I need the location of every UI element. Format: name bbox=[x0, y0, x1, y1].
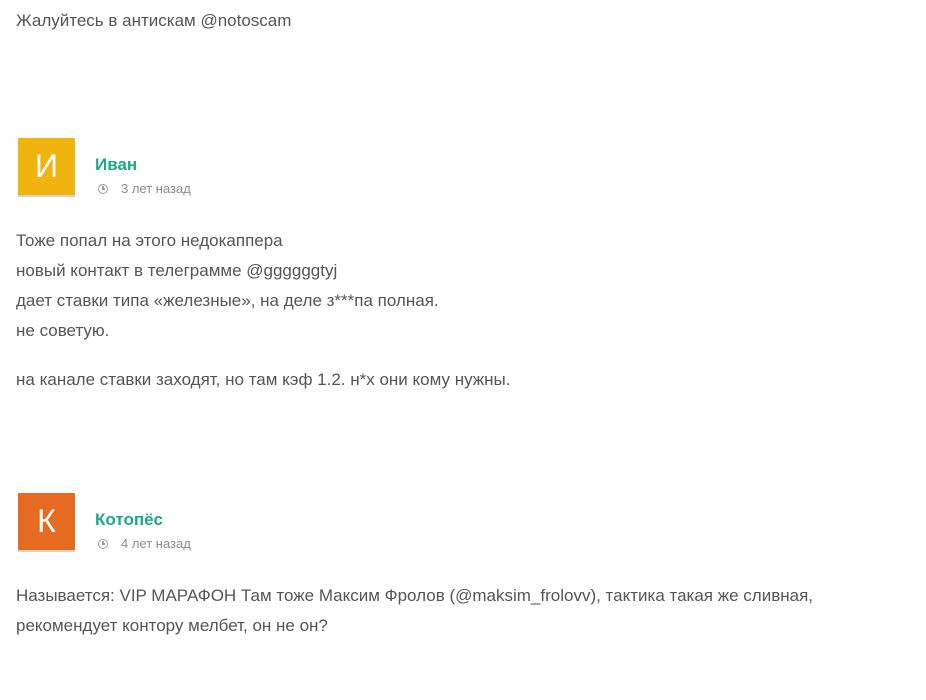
comment-paragraph bbox=[16, 226, 916, 346]
avatar-letter: И bbox=[35, 148, 58, 184]
clock-icon bbox=[98, 539, 108, 549]
comment-line: Тоже попал на этого недокаппера bbox=[16, 231, 283, 250]
comment-time[interactable]: 3 лет назад bbox=[121, 181, 191, 196]
avatar bbox=[18, 493, 75, 550]
comment-meta bbox=[98, 536, 191, 551]
comment-author[interactable]: Иван bbox=[95, 155, 138, 174]
avatar bbox=[18, 138, 75, 195]
comment-meta bbox=[98, 181, 191, 196]
comment-author[interactable]: Котопёс bbox=[95, 510, 163, 529]
comment-line: на канале ставки заходят, но там кэф 1.2. н*х они кому нужны. bbox=[16, 370, 511, 389]
comment-line: новый контакт в телеграмме @ggggggtyj bbox=[16, 261, 338, 280]
intro-text: Жалуйтесь в антискам @notoscam bbox=[16, 11, 292, 30]
comment-paragraph bbox=[16, 365, 916, 395]
comment-body bbox=[16, 226, 916, 395]
comment-line: дает ставки типа «железные», на деле з***па полная. bbox=[16, 291, 439, 310]
clock-icon bbox=[98, 184, 108, 194]
comment-body bbox=[16, 581, 916, 641]
comment-line: рекомендует контору мелбет, он не он? bbox=[16, 616, 328, 635]
comment-time[interactable]: 4 лет назад bbox=[121, 536, 191, 551]
avatar-letter: К bbox=[37, 503, 56, 539]
comment-line: не советую. bbox=[16, 321, 110, 340]
comment-line: Называется: VIP МАРАФОН Там тоже Максим Фролов (@maksim_frolovv), тактика такая же сливная, bbox=[16, 586, 814, 605]
comment-paragraph bbox=[16, 581, 916, 641]
